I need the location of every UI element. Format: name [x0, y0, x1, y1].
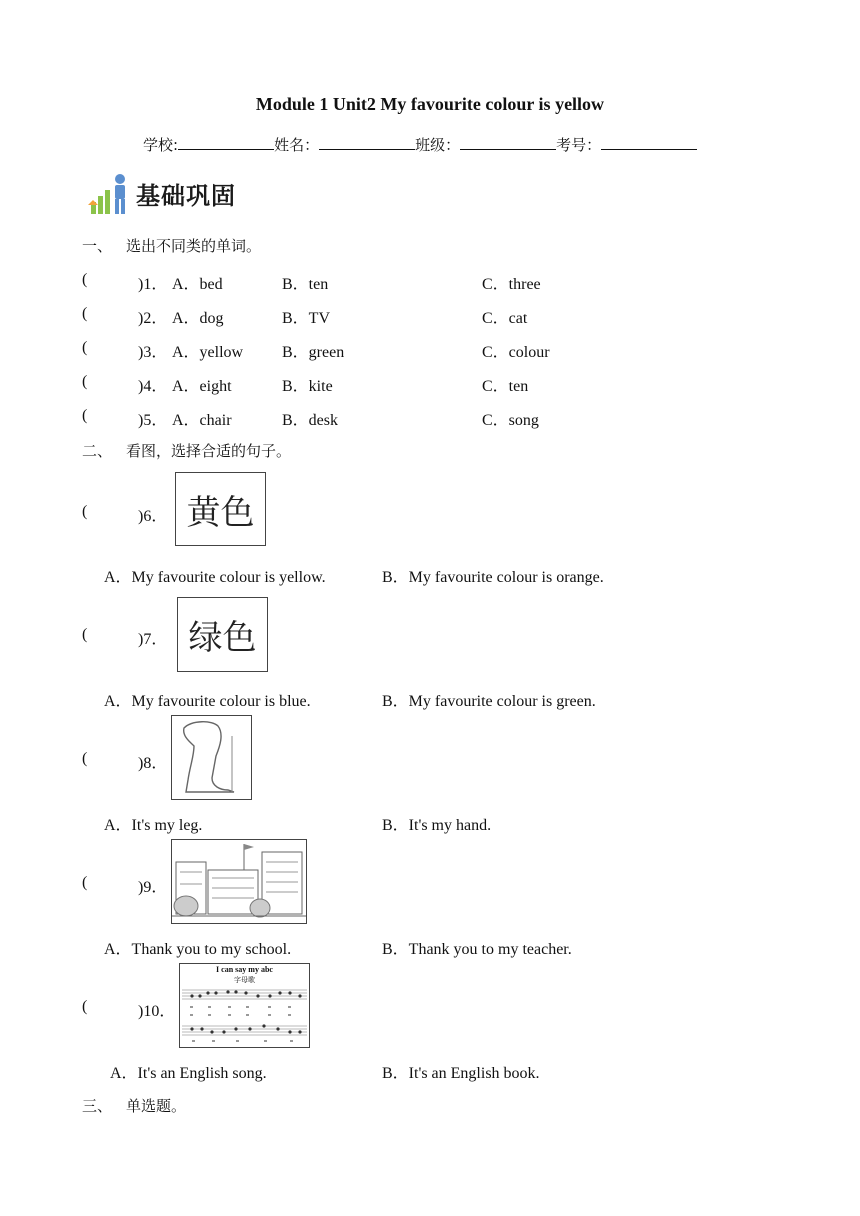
question-8 — [0, 750, 200, 772]
section-1-number: 一、 — [82, 237, 113, 255]
option-b: B．TV — [282, 310, 331, 327]
class-label: 班级： — [415, 136, 461, 154]
option-a: A．eight — [172, 378, 232, 395]
option-b: B．kite — [282, 378, 333, 395]
question-number: )4． — [138, 378, 168, 395]
leg-picture — [171, 715, 252, 800]
question-number: )3． — [138, 344, 168, 361]
option-b: B．My favourite colour is orange. — [382, 569, 604, 586]
leg-illustration — [172, 716, 251, 799]
number-label: 考号： — [556, 136, 602, 154]
number-blank — [601, 134, 697, 150]
question-number: )10． — [138, 1003, 176, 1020]
page-title: Module 1 Unit2 My favourite colour is yellow — [255, 94, 605, 114]
music-staff-illustration — [180, 984, 309, 1048]
question-5 — [0, 407, 860, 429]
answer-paren: ( — [82, 271, 88, 288]
question-3 — [0, 339, 860, 361]
green-picture: 绿色 — [177, 597, 268, 672]
option-b: B．desk — [282, 412, 339, 429]
question-number: )1． — [138, 276, 168, 293]
answer-paren: ( — [82, 407, 88, 424]
option-a: A．dog — [172, 310, 224, 327]
option-a: A．My favourite colour is yellow. — [104, 569, 326, 586]
name-blank — [319, 134, 415, 150]
answer-paren: ( — [82, 339, 88, 356]
section-3-number: 三、 — [82, 1097, 113, 1115]
section-banner — [88, 172, 268, 218]
song-subtitle: 字母歌 — [234, 976, 255, 984]
answer-paren: ( — [82, 750, 88, 767]
question-number: )5． — [138, 412, 168, 429]
question-4 — [0, 373, 860, 395]
section-1-title: 选出不同类的单词。 — [126, 237, 262, 255]
class-blank — [460, 134, 556, 150]
option-c: C．ten — [482, 378, 529, 395]
answer-paren: ( — [82, 305, 88, 322]
question-number: )6． — [138, 508, 168, 525]
section-1-heading — [82, 235, 261, 256]
option-c: C．three — [482, 276, 541, 293]
question-number: )8． — [138, 755, 168, 772]
option-a: A．chair — [172, 412, 232, 429]
section-2-number: 二、 — [82, 442, 113, 460]
answer-paren: ( — [82, 626, 88, 643]
school-label: 学校: — [143, 136, 179, 154]
section-2-title: 看图，选择合适的句子。 — [126, 442, 292, 460]
option-c: C．colour — [482, 344, 550, 361]
option-c: C．cat — [482, 310, 528, 327]
song-title: I can say my abc — [216, 965, 273, 974]
option-a: A．yellow — [172, 344, 244, 361]
growth-person-icon — [88, 172, 134, 218]
question-number: )2． — [138, 310, 168, 327]
question-1 — [0, 271, 860, 293]
answer-paren: ( — [82, 373, 88, 390]
section-2-heading — [82, 440, 291, 461]
question-number: )9． — [138, 879, 168, 896]
answer-paren: ( — [82, 874, 88, 891]
option-b: B．My favourite colour is green. — [382, 693, 596, 710]
answer-paren: ( — [82, 503, 88, 520]
answer-paren: ( — [82, 998, 88, 1015]
school-building-illustration — [172, 840, 306, 923]
option-b: B．Thank you to my teacher. — [382, 941, 572, 958]
school-picture — [171, 839, 307, 924]
option-a: A．bed — [172, 276, 223, 293]
section-3-title: 单选题。 — [126, 1097, 187, 1115]
school-blank — [178, 134, 274, 150]
section-3-heading — [82, 1095, 186, 1116]
option-b: B．It's my hand. — [382, 817, 492, 834]
question-6 — [0, 503, 200, 525]
question-9 — [0, 874, 200, 896]
question-7 — [0, 626, 200, 648]
option-a: A．It's my leg. — [104, 817, 203, 834]
option-b: B．green — [282, 344, 345, 361]
question-2 — [0, 305, 860, 327]
student-info-line — [143, 134, 697, 155]
question-10 — [0, 998, 200, 1020]
abc-song-picture — [179, 963, 310, 1048]
banner-text: 基础巩固 — [136, 182, 236, 210]
yellow-picture: 黄色 — [175, 472, 266, 546]
option-a: A．It's an English song. — [110, 1065, 267, 1082]
option-c: C．song — [482, 412, 539, 429]
option-a: A．Thank you to my school. — [104, 941, 292, 958]
option-b: B．ten — [282, 276, 329, 293]
option-b: B．It's an English book. — [382, 1065, 540, 1082]
name-label: 姓名： — [274, 136, 320, 154]
question-number: )7． — [138, 631, 168, 648]
option-a: A．My favourite colour is blue. — [104, 693, 311, 710]
